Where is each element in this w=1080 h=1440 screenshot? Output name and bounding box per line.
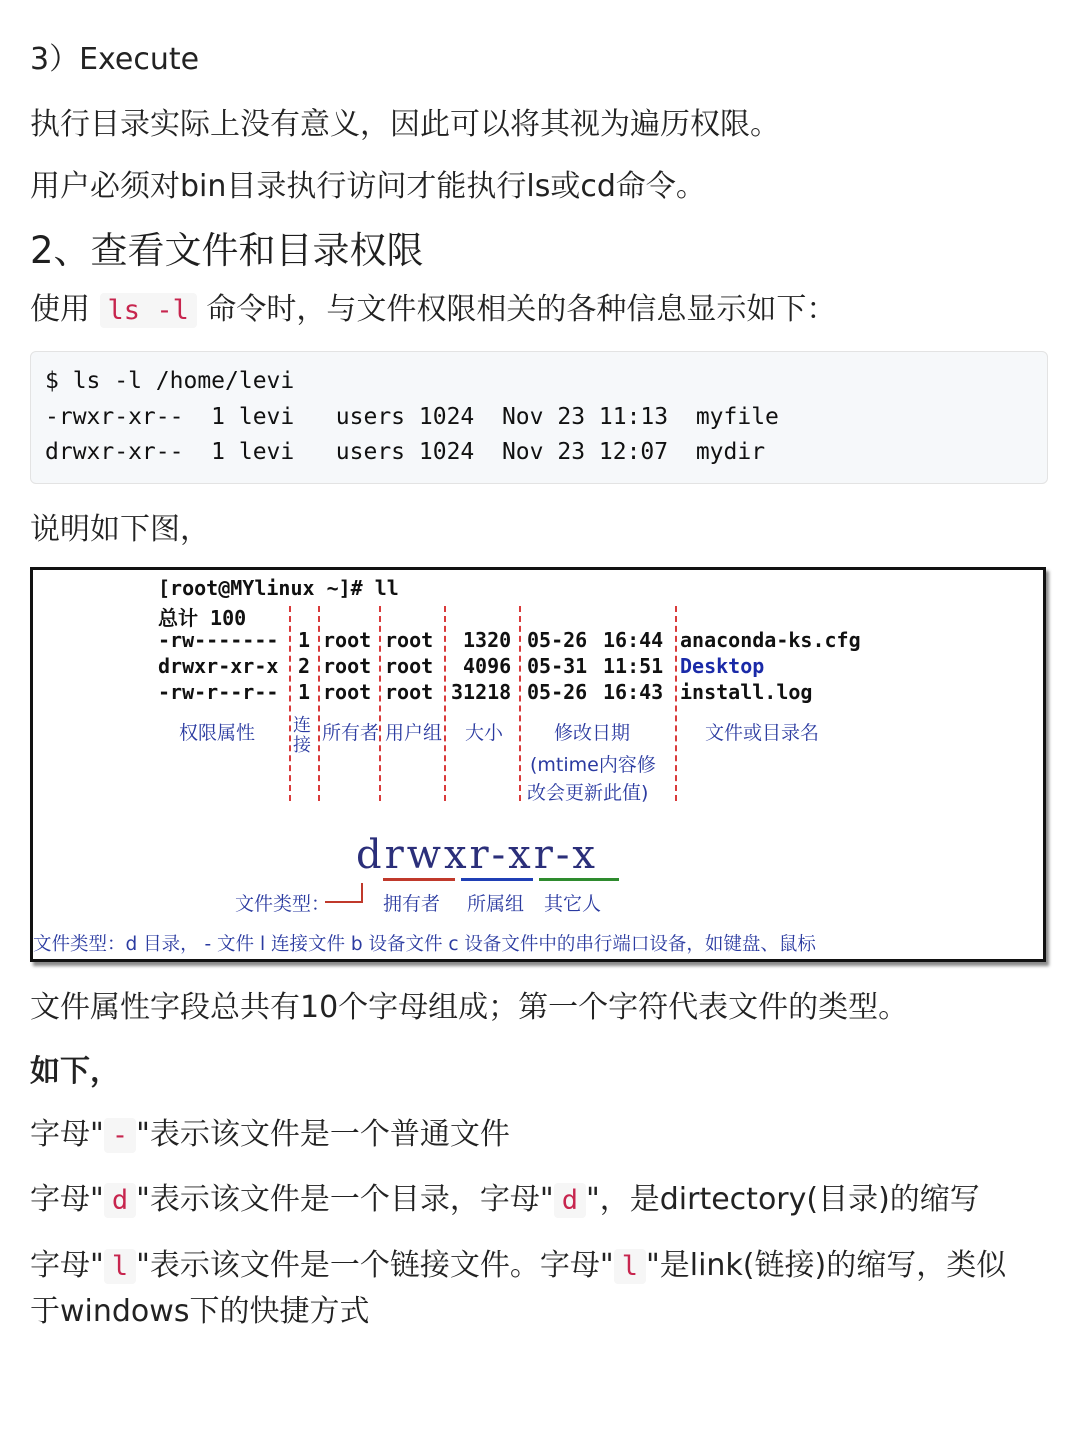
row-time: 11:51 [603,654,664,678]
column-divider [318,606,320,801]
row-time: 16:44 [603,628,664,652]
row-name: anaconda-ks.cfg [680,628,861,652]
label-group-bits: 所属组 [467,893,525,915]
terminal-prompt: [root@MYlinux ~]# ll [158,576,399,600]
permission-string: drwxr-xr-x [356,832,598,878]
row-owner: root [323,680,372,704]
terminal-total: 总计 100 [158,606,247,630]
permissions-diagram [30,567,1046,962]
text: 命令时，与文件权限相关的各种信息显示如下： [206,292,837,327]
row-size: 31218 [451,680,512,704]
paragraph: 用户必须对bin目录执行访问才能执行ls或cd命令。 [30,169,706,204]
row-name: install.log [680,680,813,704]
section-heading-execute: 3）Execute [30,42,200,77]
inline-code: l [104,1249,136,1284]
label-group: 用户组 [385,722,443,744]
label-file-type: 文件类型： [235,893,331,915]
text: "表示该文件是一个普通文件 [136,1117,510,1152]
row-links: 2 [298,654,311,678]
paragraph-bold: 如下， [30,1054,120,1089]
label-links: 连接 [293,715,311,756]
inline-code: l [614,1249,646,1284]
code-line: $ ls -l /home/levi [45,368,295,394]
row-group: root [385,680,434,704]
section-heading-permissions: 2、查看文件和目录权限 [30,229,424,272]
label-others-bits: 其它人 [544,893,602,915]
group-underline [461,878,533,881]
paragraph-intro [30,288,836,333]
label-size: 大小 [465,722,504,744]
text: "表示该文件是一个链接文件。字母" [136,1248,614,1283]
text: "，是dirtectory(目录)的缩写 [585,1182,980,1217]
column-divider [444,606,446,801]
file-type-legend: 文件类型：d 目录， - 文件 l 连接文件 b 设备文件 c 设备文件中的串行端口设备，如键盘、鼠标 [33,934,816,955]
code-block [30,351,1048,484]
row-owner: root [323,654,372,678]
row-size: 4096 [463,654,512,678]
file-type-pointer [325,883,363,903]
code-line: -rwxr-xr-- 1 levi users 1024 Nov 23 11:13 myfile [45,403,779,430]
code-line: drwxr-xr-- 1 levi users 1024 Nov 23 12:07 mydir [45,439,766,465]
text: 使用 [30,292,90,327]
column-divider [289,606,291,801]
column-divider [675,606,677,801]
row-time: 16:43 [603,680,664,704]
row-date: 05-26 [527,628,588,652]
paragraph: 文件属性字段总共有10个字母组成；第一个字符代表文件的类型。 [30,990,909,1025]
paragraph-continuation: 于windows下的快捷方式 [30,1294,370,1329]
figure-caption: 说明如下图， [30,512,210,547]
text: 字母" [30,1182,104,1217]
text: "是link(链接)的缩写，类似 [645,1248,1007,1283]
row-date: 05-26 [527,680,588,704]
label-name: 文件或目录名 [705,722,820,744]
inline-code: d [554,1183,586,1218]
others-underline [539,878,619,881]
row-size: 1320 [463,628,512,652]
paragraph: 执行目录实际上没有意义，因此可以将其视为遍历权限。 [30,107,780,142]
paragraph-letter-dash [30,1113,510,1158]
column-divider [379,606,381,801]
row-group: root [385,654,434,678]
label-mtime-note: 改会更新此值) [527,782,649,804]
inline-code: ls -l [100,293,197,328]
label-perm: 权限属性 [179,722,256,744]
paragraph-letter-d [30,1178,980,1223]
row-date: 05-31 [527,654,588,678]
paragraph-letter-l [30,1244,1006,1289]
text: 字母" [30,1117,104,1152]
row-perm: -rw-r--r-- [158,680,279,704]
row-perm: drwxr-xr-x [158,654,279,678]
inline-code: - [104,1118,136,1153]
row-owner: root [323,628,372,652]
row-name: Desktop [680,654,765,678]
row-links: 1 [298,680,311,704]
row-links: 1 [298,628,311,652]
text: 字母" [30,1248,104,1283]
label-owner-bits: 拥有者 [383,893,441,915]
label-mtime-note: (mtime内容修 [530,754,656,776]
text: "表示该文件是一个目录，字母" [136,1182,554,1217]
label-date: 修改日期 [554,722,631,744]
label-owner: 所有者 [322,722,380,744]
inline-code: d [104,1183,136,1218]
row-perm: -rw------- [158,628,279,652]
owner-underline [383,878,455,881]
row-group: root [385,628,434,652]
column-divider [519,606,521,801]
